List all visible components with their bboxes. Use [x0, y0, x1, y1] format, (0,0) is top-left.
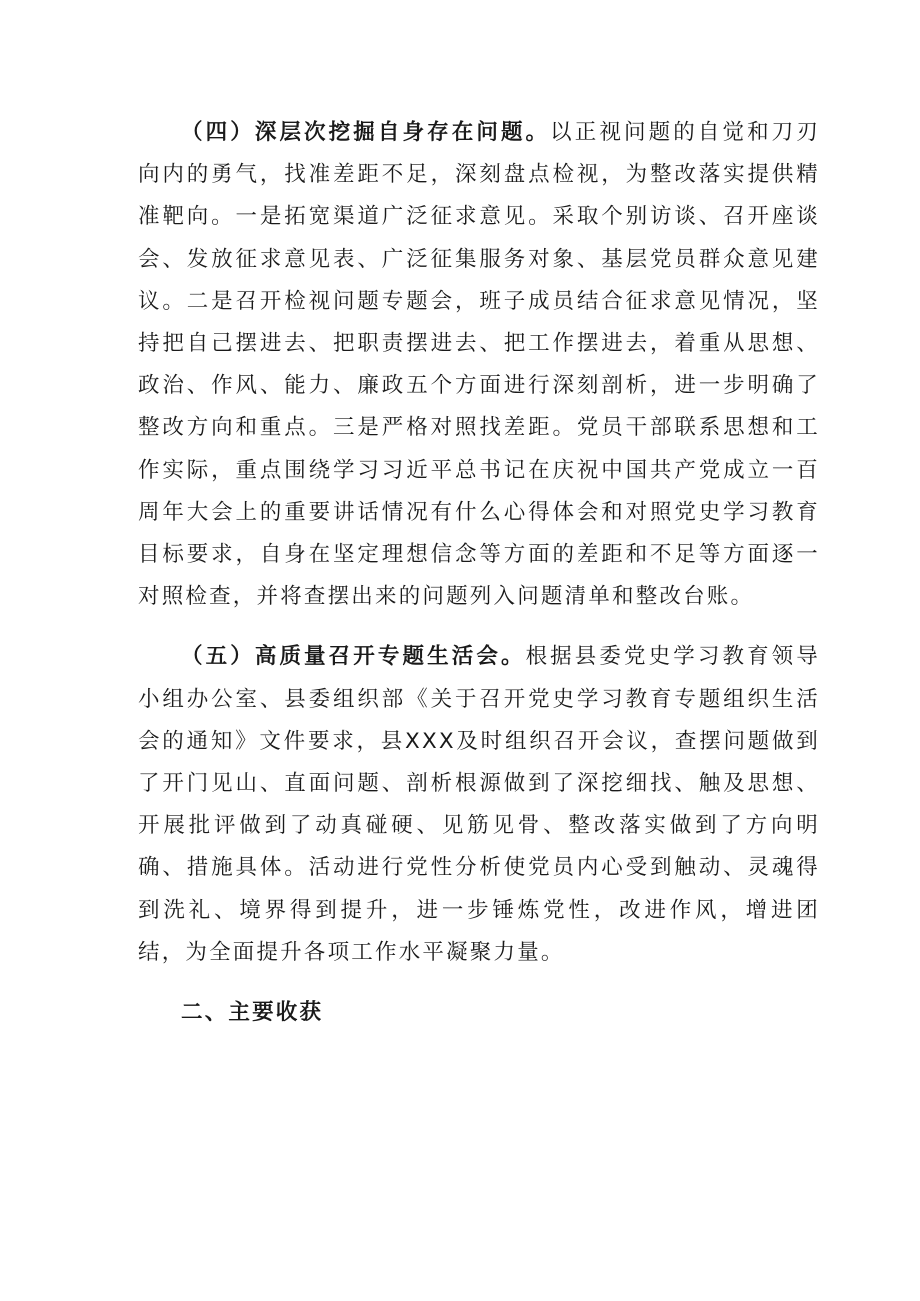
section-4-heading: （四）深层次挖掘自身存在问题。 — [181, 120, 551, 145]
section-4-body: 以正视问题的自觉和刀刃向内的勇气，找准差距不足，深刻盘点检视，为整改落实提供精准靶向。一是拓宽渠道广泛征求意见。采取个别访谈、召开座谈会、发放征求意见表、广泛征集服务对象、基层党员群众意见建议。二是召开检视问题专题会，班子成员结合征求意见情况，坚持把自己摆进去、把职责摆进去、把工作摆进去，着重从思想、政治、作风、能力、廉政五个方面进行深刻剖析，进一步明确了整改方向和重点。三是严格对照找差距。党员干部联系思想和工作实际，重点围绕学习习近平总书记在庆祝中国共产党成立一百周年大会上的重要讲话情况有什么心得体会和对照党史学习教育目标要求，自身在坚定理想信念等方面的差距和不足等方面逐一对照检查，并将查摆出来的问题列入问题清单和整改台账。 — [138, 120, 820, 610]
section-5-body: 根据县委党史学习教育领导小组办公室、县委组织部《关于召开党史学习教育专题组织生活会的通知》文件要求，县XXX及时组织召开会议，查摆问题做到了开门见山、直面问题、剖析根源做到了深挖细找、触及思想、开展批评做到了动真碰硬、见筋见骨、整改落实做到了方向明确、措施具体。活动进行党性分析使党员内心受到触动、灵魂得到洗礼、境界得到提升，进一步锤炼党性，改进作风，增进团结，为全面提升各项工作水平凝聚力量。 — [138, 644, 820, 965]
paragraph-section-5 — [138, 636, 820, 974]
section-5-heading: （五）高质量召开专题生活会。 — [181, 644, 526, 670]
paragraph-section-4 — [138, 112, 820, 618]
main-gains-heading: 二、主要收获 — [181, 1000, 324, 1026]
